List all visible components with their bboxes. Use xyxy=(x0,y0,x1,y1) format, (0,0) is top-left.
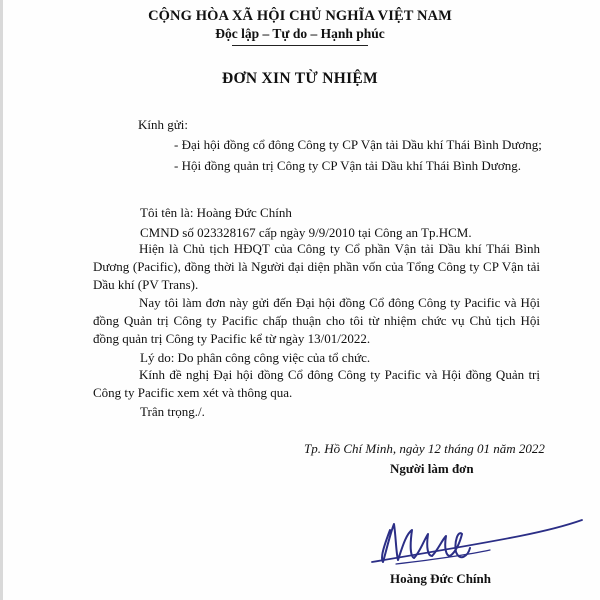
applicant-name: Tôi tên là: Hoàng Đức Chính xyxy=(140,205,292,220)
addressee-label: Kính gửi: xyxy=(138,117,189,132)
closing-line: Trân trọng./. xyxy=(140,404,205,419)
national-title: CỘNG HÒA XÃ HỘI CHỦ NGHĨA VIỆT NAM xyxy=(148,8,452,24)
motto-underline xyxy=(232,45,368,46)
national-motto: Độc lập – Tự do – Hạnh phúc xyxy=(215,26,385,41)
signer-name: Hoàng Đức Chính xyxy=(390,571,491,586)
signer-role: Người làm đơn xyxy=(390,461,474,476)
document-title: ĐƠN XIN TỪ NHIỆM xyxy=(222,70,378,87)
page-left-border xyxy=(0,0,3,600)
reason-line: Lý do: Do phân công công việc của tổ chức. xyxy=(140,350,371,365)
handwritten-signature xyxy=(350,490,590,572)
position-paragraph: Hiện là Chủ tịch HĐQT của Công ty Cổ phần Vận tải Dầu khí Thái Bình Dương (Pacific), đồng thời là Người đại diện phần vốn của Tổng Công ty CP Vận tải Dầu khí (PV Trans). xyxy=(93,241,540,292)
recipient-item: - Đại hội đồng cổ đông Công ty CP Vận tải Dầu khí Thái Bình Dương; xyxy=(174,137,542,152)
applicant-id: CMND số 023328167 cấp ngày 9/9/2010 tại Công an Tp.HCM. xyxy=(140,225,472,240)
recipient-item: - Hội đồng quản trị Công ty CP Vận tải Dầu khí Thái Bình Dương. xyxy=(174,158,521,173)
proposal-paragraph: Kính đề nghị Đại hội đồng Cổ đông Công ty Pacific và Hội đồng Quản trị Công ty Pacific xem xét và thông qua. xyxy=(93,367,540,400)
place-date: Tp. Hồ Chí Minh, ngày 12 tháng 01 năm 2022 xyxy=(304,441,545,456)
request-paragraph: Nay tôi làm đơn này gửi đến Đại hội đồng Cổ đông Công ty Pacific và Hội đồng Quản trị Công ty Pacific chấp thuận cho tôi từ nhiệm chức vụ Chủ tịch Hội đồng quản trị Công ty Pacific kể từ ngày 13/01/2022. xyxy=(93,295,540,346)
